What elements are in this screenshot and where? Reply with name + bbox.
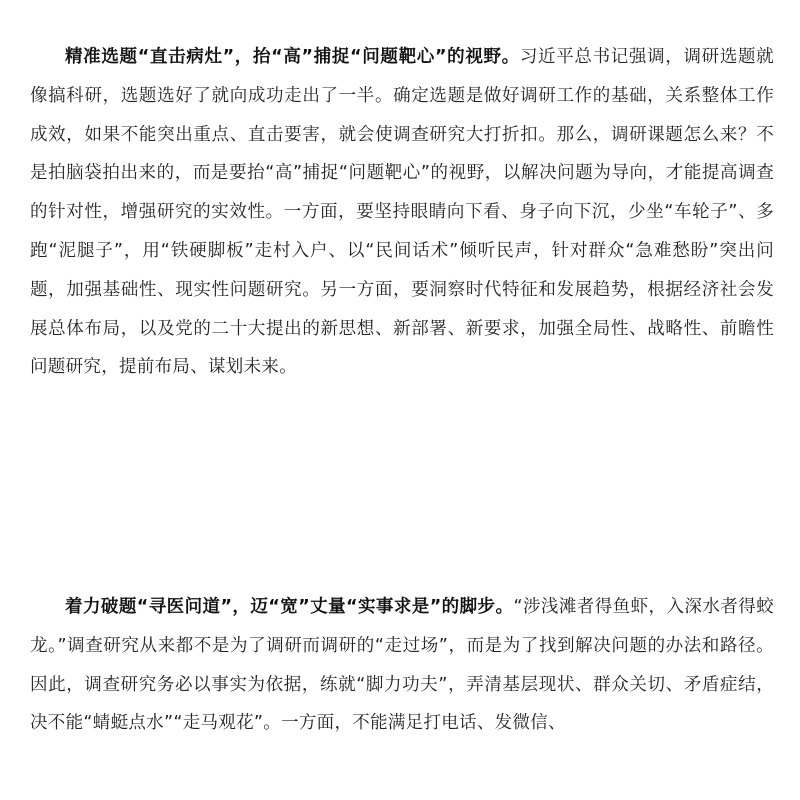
paragraph-2-body: “涉浅滩者得鱼虾，入深水者得蛟龙。”调查研究从来都不是为了调研而调研的“走过场”，而是为了找到解决问题的办法和路径。因此，调查研究务必以事实为依据，练就“脚力功夫”，弄清基层现状、群众关切、矛盾症结，决不能“蜻蜓点水”“走马观花”。一方面，不能满足打电话、发微信、 — [30, 597, 774, 734]
paragraph-1-body: 习近平总书记强调，调研选题就像搞科研，选题选好了就向成功走出了一半。确定选题是做好调研工作的基础，关系整体工作成效，如果不能突出重点、直击要害，就会使调查研究大打折扣。那么，调研课题怎么来？不是拍脑袋拍出来的，而是要抬“高”捕捉“问题靶心”的视野，以解决问题为导向，才能提高调查的针对性，增强研究的实效性。一方面，要坚持眼睛向下看、身子向下沉，少坐“车轮子”、多跑“泥腿子”，用“铁硬脚板”走村入户、以“民间话术”倾听民声，针对群众“急难愁盼”突出问题，加强基础性、现实性问题研究。另一方面，要洞察时代特征和发展趋势，根据经济社会发展总体布局，以及党的二十大提出的新思想、新部署、新要求，加强全局性、战略性、前瞻性问题研究，提前布局、谋划未来。 — [30, 47, 774, 378]
paragraph-2-heading: 着力破题“寻医问道”，迈“宽”丈量“实事求是”的脚步。 — [65, 597, 514, 617]
paragraph-2 — [30, 588, 774, 743]
paragraph-1-heading: 精准选题“直击病灶”，抬“高”捕捉“问题靶心”的视野。 — [65, 47, 520, 67]
paragraph-1 — [30, 38, 774, 387]
